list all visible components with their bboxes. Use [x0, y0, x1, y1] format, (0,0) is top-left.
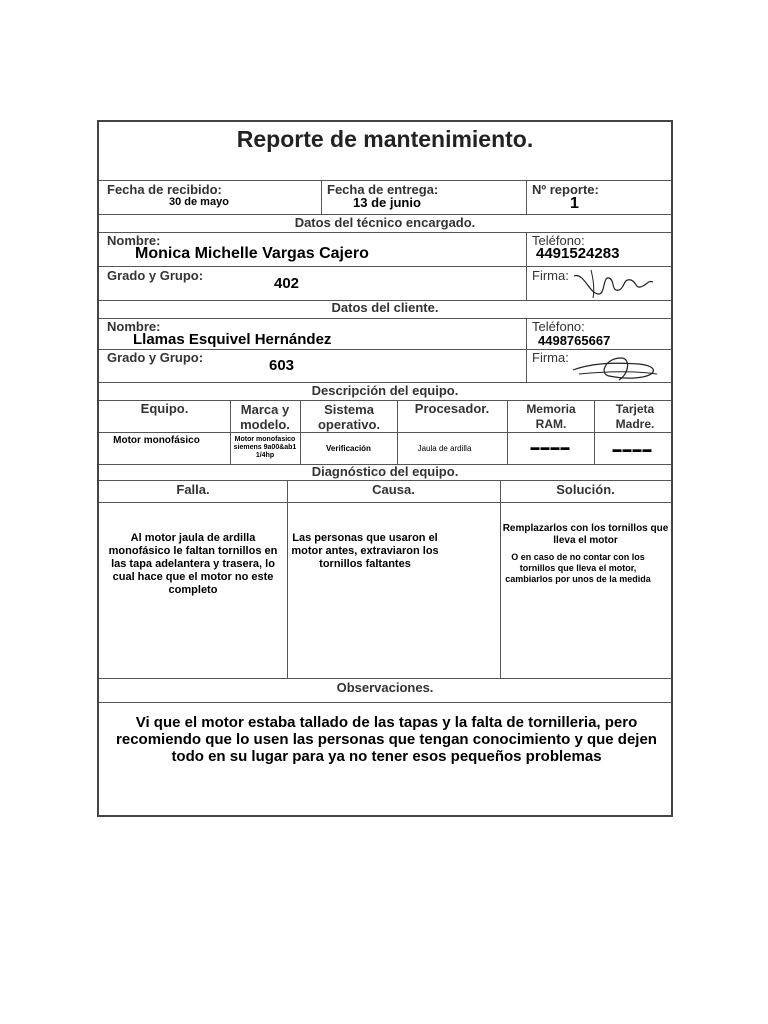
- client-signature-label: Firma:: [532, 350, 569, 365]
- equipment-value-memoria: ▬▬▬▬: [530, 442, 571, 452]
- technician-signature-label: Firma:: [532, 268, 569, 283]
- diagnosis-header-solucion: Solución.: [556, 482, 615, 497]
- equipment-value-tarjeta: ▬▬▬▬: [612, 444, 653, 454]
- client-phone-label: Teléfono:: [532, 319, 585, 334]
- client-name-label: Nombre:: [107, 319, 161, 334]
- equipment-header-memoria: Memoria RAM.: [526, 402, 576, 431]
- technician-section-title: Datos del técnico encargado.: [294, 215, 476, 230]
- client-name-value: Llamas Esquivel Hernández: [133, 331, 332, 348]
- client-section-title: Datos del cliente.: [331, 300, 439, 315]
- observations-section-title: Observaciones.: [336, 680, 434, 695]
- diagnosis-causa-text: Las personas que usaron el motor antes, extraviaron los tornillos faltantes: [291, 532, 439, 570]
- technician-group-value: 402: [274, 275, 300, 292]
- diagnosis-section-title: Diagnóstico del equipo.: [311, 464, 459, 479]
- technician-phone-label: Teléfono:: [532, 233, 585, 248]
- diagnosis-solucion-text-1: Remplazarlos con los tornillos que lleva el motor: [502, 523, 669, 546]
- equipment-header-sistema: Sistema operativo.: [317, 402, 381, 432]
- diagnosis-solucion-text-2: O en caso de no contar con los tornillos que lleva el motor, cambiarlos por unos de la medida: [505, 552, 651, 584]
- equipment-section-title: Descripción del equipo.: [311, 383, 459, 398]
- equipment-value-procesador: Jaula de ardilla: [417, 444, 472, 453]
- equipment-header-procesador: Procesador.: [414, 401, 490, 416]
- page-title: Reporte de mantenimiento.: [236, 126, 534, 152]
- equipment-value-sistema: Verificación: [326, 444, 371, 453]
- diagnosis-falla-text: Al motor jaula de ardilla monofásico le faltan tornillos en las tapa adelantera y trasera, lo cual hace que el motor no este completo: [108, 532, 278, 596]
- diagnosis-header-falla: Falla.: [176, 482, 210, 497]
- technician-signature-image: [569, 264, 659, 300]
- equipment-header-equipo: Equipo.: [140, 401, 189, 416]
- delivery-date-value: 13 de junio: [353, 195, 421, 210]
- equipment-value-marca: Motor monofasico siemens 9a00&ab1 1/4hp: [233, 436, 297, 459]
- equipment-header-tarjeta: Tarjeta Madre.: [615, 402, 655, 431]
- received-date-value: 30 de mayo: [169, 196, 229, 208]
- technician-name-label: Nombre:: [107, 233, 161, 248]
- observations-text: Vi que el motor estaba tallado de las tapas y la falta de tornilleria, pero recomiendo que lo usen las personas que tengan conocimiento y que dejen todo en su lugar para ya no tener esos pequeños problemas: [116, 714, 657, 765]
- client-group-label: Grado y Grupo:: [107, 350, 204, 365]
- client-phone-value: 4498765667: [538, 333, 611, 348]
- equipment-header-marca: Marca y modelo.: [240, 402, 290, 432]
- technician-name-value: Monica Michelle Vargas Cajero: [135, 245, 369, 262]
- report-number-value: 1: [570, 195, 579, 212]
- delivery-date-label: Fecha de entrega:: [327, 182, 439, 197]
- equipment-value-equipo: Motor monofásico: [113, 435, 200, 446]
- client-signature-image: [569, 350, 664, 384]
- client-group-value: 603: [269, 357, 295, 374]
- diagnosis-header-causa: Causa.: [372, 482, 415, 497]
- technician-phone-value: 4491524283: [536, 245, 620, 262]
- technician-group-label: Grado y Grupo:: [107, 268, 204, 283]
- report-number-label: Nº reporte:: [532, 182, 599, 197]
- maintenance-report-form: [97, 120, 673, 817]
- received-date-label: Fecha de recibido:: [107, 182, 222, 197]
